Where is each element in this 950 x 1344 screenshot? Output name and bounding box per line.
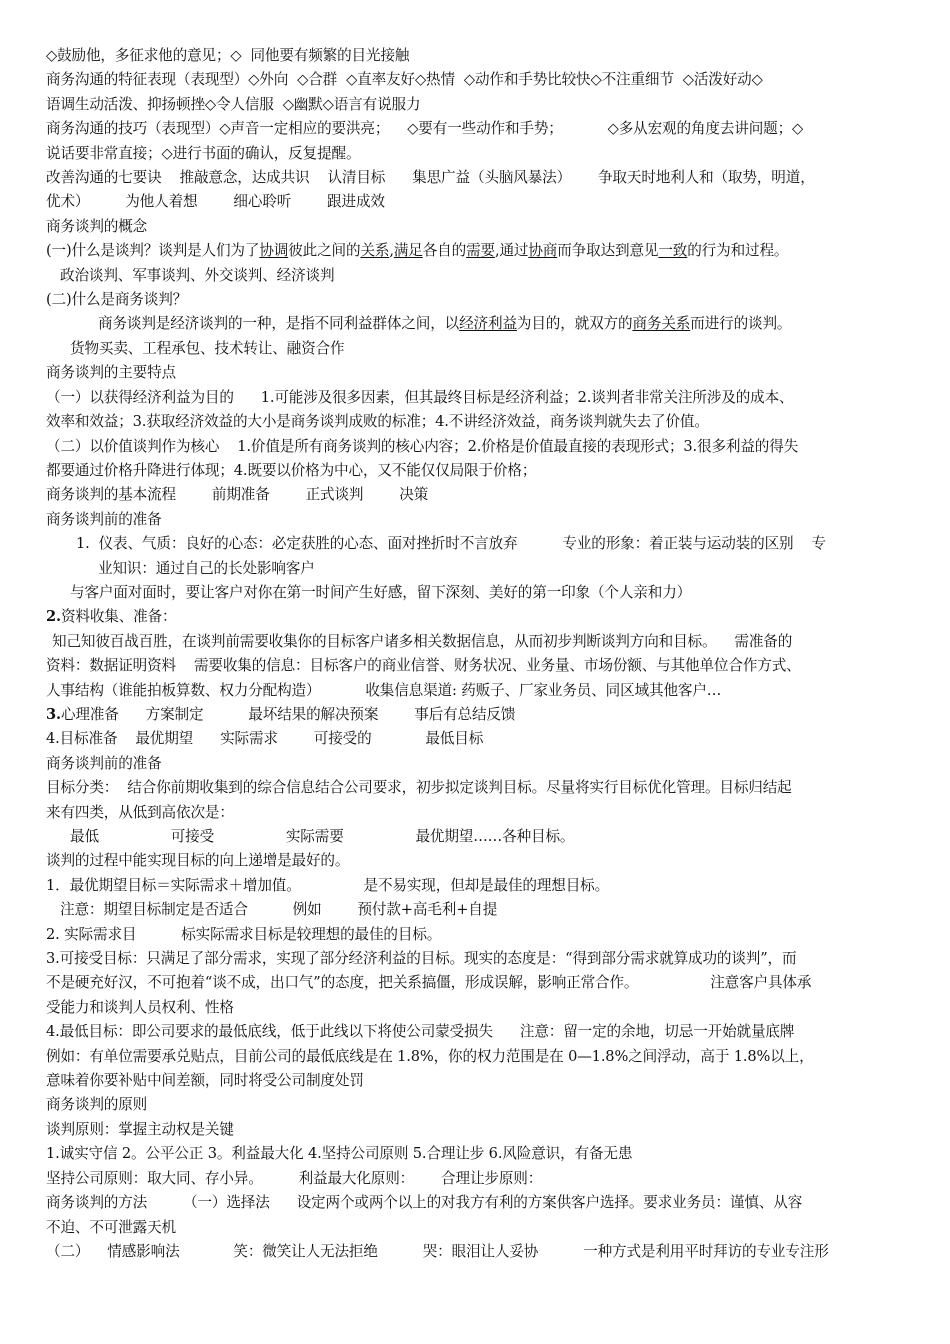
text-line: 知己知彼百战百胜，在谈判前需要收集你的目标客户诸多相关数据信息，从而初步判断谈判方向和目标。 需准备的 [52, 632, 793, 650]
text-line: 优术） 为他人着想 细心聆听 跟进成效 [46, 193, 385, 211]
text-run: ,通过 [494, 242, 529, 260]
text-line: 货物买卖、工程承包、技术转让、融资合作 [70, 339, 345, 357]
text-line: 4.最低目标：即公司要求的最低底线，低于此线以下将使公司蒙受损失 注意：留一定的余地，切忌一开始就量底牌 [46, 1023, 795, 1041]
text-line: 资料：数据证明资料 需要收集的信息：目标客户的商业信誉、财务状况、业务量、市场份额、与其他单位合作方式、 [46, 657, 801, 675]
text-run: 而进行的谈判。 [690, 315, 792, 333]
text-line: 改善沟通的七要诀 推敲意念，达成共识 认清目标 集思广益（头脑风暴法） 争取天时地利人和（取势，明道， [46, 169, 815, 187]
text-run: 业知识：通过自己的长处影响客户 [98, 559, 315, 577]
text-run: 的行为和过程。 [687, 242, 789, 260]
underlined-term: 满足 [393, 242, 423, 260]
text-line [46, 703, 908, 727]
text-line: 坚持公司原则：取大同、存小异。 利益最大化原则： 合理让步原则： [46, 1169, 543, 1187]
text-line: 商务谈判的方法 （一）选择法 设定两个或两个以上的对我方有利的方案供客户选择。要求业务员：谨慎、从容 [46, 1194, 803, 1212]
text-line: 最低 可接受 实际需要 最优期望……各种目标。 [70, 828, 575, 845]
text-line: 效率和效益；3.获取经济效益的大小是商务谈判成败的标准；4.不讲经济效益，商务谈判就失去了价值。 [46, 413, 709, 431]
numbered-item [46, 532, 908, 581]
text-line: 例如：有单位需要承兑贴点，目前公司的最低底线是在 1.8%，你的权力范围是在 0—1.8%之间浮动，高于 1.8%以上， [46, 1047, 814, 1065]
text-line: ◇鼓励他，多征求他的意见；◇ 同他要有频繁的目光接触 [46, 47, 410, 64]
text-line: (二)什么是商务谈判？ [46, 291, 188, 309]
text-line: 1.诚实守信 2。公平公正 3。利益最大化 4.坚持公司原则 5.合理让步 6.风险意识，有备无患 [46, 1145, 633, 1163]
underlined-term: 协商 [528, 242, 558, 260]
text-run: 仪表、气质：良好的心态：必定获胜的心态、面对挫折时不言放弃 专业的形象：着正装与运动装的区别 专 [89, 535, 826, 553]
text-line: 政治谈判、军事谈判、外交谈判、经济谈判 [60, 266, 335, 284]
underlined-term: 需要 [466, 242, 495, 260]
item-number: 1. [76, 535, 90, 553]
item-number: 2. [46, 608, 61, 626]
text-run: 资料收集、准备： [60, 608, 177, 626]
text-run: 各自的 [422, 242, 467, 260]
text-line: 注意：期望目标制定是否适合 例如 预付款+高毛利+自提 [60, 901, 498, 919]
underlined-term: 商务关系 [632, 315, 691, 333]
underlined-term: 经济利益 [459, 315, 517, 333]
text-line: 语调生动活泼、抑扬顿挫◇令人信服 ◇幽默◇语言有说服力 [46, 95, 421, 113]
text-line: 说话要非常直接；◇进行书面的确认，反复提醒。 [46, 144, 361, 162]
text-line: （二） 情感影响法 笑：微笑让人无法拒绝 哭：眼泪让人妥协 一种方式是利用平时拜访的专业专注形 [46, 1242, 829, 1260]
text-run: , [389, 242, 394, 260]
underlined-term: 协调 [259, 242, 289, 260]
text-line: 目标分类： 结合你前期收集到的综合信息结合公司要求，初步拟定谈判目标。尽量将实行目标优化管理。目标归结起 [46, 779, 792, 797]
text-line: 来有四类，从低到高依次是： [46, 803, 234, 821]
text-line: 人事结构（谁能拍板算数、权力分配构造） 收集信息渠道: 药贩子、厂家业务员、同区域其他客户… [46, 681, 722, 699]
text-line: 商务谈判的基本流程 前期准备 正式谈判 决策 [46, 486, 429, 504]
text-run: 而争取达到意见 [557, 242, 659, 260]
text-line: 1．最优期望目标＝实际需求＋增加值。 是不易实现，但却是最佳的理想目标。 [46, 876, 610, 894]
text-run: 心理准备 方案制定 最坏结果的解决预案 事后有总结反馈 [60, 705, 516, 723]
section-heading: 商务谈判的主要特点 [46, 364, 176, 382]
section-heading: 商务谈判前的准备 [46, 510, 162, 528]
text-line: 2. 实际需求目 标实际需求目标是较理想的最佳的目标。 [46, 925, 442, 943]
text-line [46, 605, 908, 629]
text-line: 4.目标准备 最优期望 实际需求 可接受的 最低目标 [46, 730, 484, 748]
text-run: (一)什么是谈判？谈判是人们为了 [46, 242, 260, 260]
business-negotiation-definition [46, 312, 908, 336]
negotiation-definition [46, 239, 908, 263]
text-line: 都要通过价格升降进行体现；4.既要以价格为中心，又不能仅仅局限于价格； [46, 461, 537, 479]
text-line: （一）以获得经济利益为目的 1.可能涉及很多因素，但其最终目标是经济利益；2.谈判者非常关注所涉及的成本、 [46, 388, 794, 406]
text-line: 商务沟通的技巧（表现型）◇声音一定相应的要洪亮； ◇要有一些动作和手势； ◇多从宏观的角度去讲问题；◇ [46, 120, 804, 138]
text-line: 不迫、不可泄露天机 [46, 1218, 176, 1236]
document-body [46, 44, 908, 1264]
text-line: 意味着你要补贴中间差额，同时将受公司制度处罚 [46, 1072, 364, 1090]
text-line: 商务沟通的特征表现（表现型）◇外向 ◇合群 ◇直率友好◇热情 ◇动作和手势比较快◇不注重细节 ◇活泼好动◇ [46, 71, 763, 89]
text-line: 不是硬充好汉，不可抱着“谈不成，出口气”的态度，把关系搞僵，形成误解，影响正常合作。 注意客户具体承 [46, 974, 812, 992]
section-heading: 商务谈判前的准备 [46, 754, 162, 772]
text-run: 为目的，就双方的 [516, 315, 633, 333]
text-line: 谈判原则：掌握主动权是关键 [46, 1120, 234, 1138]
section-heading: 商务谈判的概念 [46, 217, 148, 235]
item-number: 3. [46, 705, 61, 723]
text-run: 商务谈判是经济谈判的一种，是指不同利益群体之间，以 [98, 315, 460, 333]
section-heading: 商务谈判的原则 [46, 1096, 148, 1114]
underlined-term: 一致 [658, 242, 688, 260]
text-line: 谈判的过程中能实现目标的向上递增是最好的。 [46, 852, 350, 870]
text-line: 3.可接受目标：只满足了部分需求，实现了部分经济利益的目标。现实的态度是：“得到部分需求就算成功的谈判”，而 [46, 950, 797, 968]
underlined-term: 关系 [360, 242, 390, 260]
text-line: （二）以价值谈判作为核心 1.价值是所有商务谈判的核心内容；2.价格是价值最直接的表现形式；3.很多利益的得失 [46, 437, 799, 455]
text-line: 受能力和谈判人员权利、性格 [46, 998, 234, 1016]
text-run: 彼此之间的 [288, 242, 361, 260]
text-line: 与客户面对面时，要让客户对你在第一时间产生好感，留下深刻、美好的第一印象（个人亲和力） [70, 583, 692, 601]
